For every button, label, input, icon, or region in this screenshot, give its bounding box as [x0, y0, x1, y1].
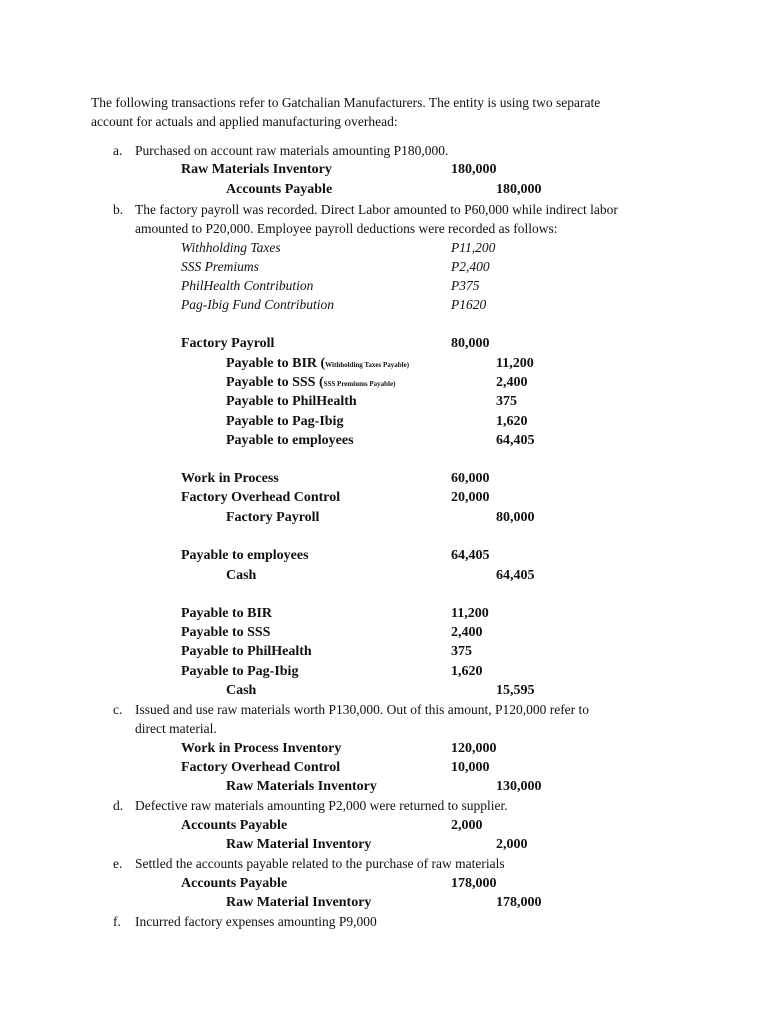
journal-debit-account: Factory Payroll	[181, 336, 275, 351]
journal-debit-account: Payable to BIR	[181, 606, 272, 621]
journal-credit-amount: 11,200	[496, 356, 534, 371]
journal-credit-amount: 2,000	[496, 837, 528, 852]
journal-credit-account	[226, 374, 395, 393]
journal-debit-amount: 2,400	[451, 625, 483, 640]
journal-debit-amount: 120,000	[451, 741, 497, 756]
deduction-value: P2,400	[451, 259, 490, 274]
journal-debit-account: Payable to SSS	[181, 625, 271, 640]
journal-credit-amount: 80,000	[496, 510, 535, 525]
journal-credit-account: Raw Materials Inventory	[226, 779, 377, 794]
journal-debit-account: Factory Overhead Control	[181, 490, 341, 505]
journal-credit-amount: 15,595	[496, 683, 535, 698]
journal-credit-amount: 1,620	[496, 414, 528, 429]
journal-debit-account: Raw Materials Inventory	[181, 162, 332, 177]
journal-credit-account: Accounts Payable	[226, 182, 333, 197]
journal-debit-amount: 178,000	[451, 876, 497, 891]
journal-credit-account: Payable to employees	[226, 433, 354, 448]
intro-line-1: The following transactions refer to Gatchalian Manufacturers. The entity is using two separate	[91, 95, 601, 110]
journal-credit-amount: 130,000	[496, 779, 542, 794]
item-f-marker: f.	[113, 914, 121, 929]
journal-credit-account	[226, 355, 409, 374]
credit-account-note: SSS Premiums Payable)	[323, 380, 396, 388]
journal-debit-account: Work in Process Inventory	[181, 741, 342, 756]
journal-debit-amount: 64,405	[451, 548, 490, 563]
item-a-marker: a.	[113, 143, 123, 158]
journal-credit-account: Payable to PhilHealth	[226, 394, 357, 409]
item-f-text: Incurred factory expenses amounting P9,000	[135, 914, 377, 929]
item-c-marker: c.	[113, 702, 123, 717]
item-d-marker: d.	[113, 798, 124, 813]
journal-credit-account: Cash	[226, 683, 257, 698]
journal-credit-amount: 178,000	[496, 895, 542, 910]
journal-debit-amount: 20,000	[451, 490, 490, 505]
credit-account-note: Withholding Taxes Payable)	[325, 361, 410, 369]
journal-debit-amount: 60,000	[451, 471, 490, 486]
item-c-text-1: Issued and use raw materials worth P130,000. Out of this amount, P120,000 refer to	[135, 702, 590, 717]
deduction-value: P1620	[451, 297, 487, 312]
credit-account-name: Payable to SSS (	[226, 375, 324, 390]
credit-account-name: Payable to BIR (	[226, 356, 326, 371]
journal-debit-account: Work in Process	[181, 471, 279, 486]
journal-credit-account: Raw Material Inventory	[226, 837, 372, 852]
item-d-text: Defective raw materials amounting P2,000 were returned to supplier.	[135, 798, 508, 813]
deduction-label: Withholding Taxes	[181, 240, 281, 255]
journal-debit-amount: 11,200	[451, 606, 489, 621]
item-e-text: Settled the accounts payable related to the purchase of raw materials	[135, 856, 505, 871]
journal-credit-amount: 375	[496, 394, 517, 409]
item-b-marker: b.	[113, 202, 124, 217]
journal-credit-account: Raw Material Inventory	[226, 895, 372, 910]
item-c-text-2: direct material.	[135, 721, 217, 736]
journal-credit-account: Factory Payroll	[226, 510, 320, 525]
journal-credit-amount: 180,000	[496, 182, 542, 197]
journal-debit-amount: 180,000	[451, 162, 497, 177]
deduction-value: P11,200	[451, 240, 496, 255]
journal-credit-account: Payable to Pag-Ibig	[226, 414, 344, 429]
journal-credit-amount: 2,400	[496, 375, 528, 390]
item-a-text: Purchased on account raw materials amounting P180,000.	[135, 143, 449, 158]
journal-debit-amount: 375	[451, 644, 472, 659]
journal-debit-account: Accounts Payable	[181, 876, 288, 891]
journal-debit-account: Payable to Pag-Ibig	[181, 664, 299, 679]
item-e-marker: e.	[113, 856, 123, 871]
journal-credit-amount: 64,405	[496, 568, 535, 583]
journal-debit-amount: 10,000	[451, 760, 490, 775]
journal-debit-account: Factory Overhead Control	[181, 760, 341, 775]
item-b-text-1: The factory payroll was recorded. Direct Labor amounted to P60,000 while indirect labor	[135, 202, 618, 217]
journal-debit-account: Accounts Payable	[181, 818, 288, 833]
journal-debit-amount: 2,000	[451, 818, 483, 833]
deduction-label: PhilHealth Contribution	[181, 278, 314, 293]
item-b-text-2: amounted to P20,000. Employee payroll deductions were recorded as follows:	[135, 221, 558, 236]
intro-line-2: account for actuals and applied manufacturing overhead:	[91, 114, 398, 129]
journal-credit-account: Cash	[226, 568, 257, 583]
deduction-label: SSS Premiums	[181, 259, 259, 274]
deduction-value: P375	[451, 278, 480, 293]
journal-debit-account: Payable to employees	[181, 548, 309, 563]
journal-debit-amount: 1,620	[451, 664, 483, 679]
journal-debit-account: Payable to PhilHealth	[181, 644, 312, 659]
journal-debit-amount: 80,000	[451, 336, 490, 351]
journal-credit-amount: 64,405	[496, 433, 535, 448]
deduction-label: Pag-Ibig Fund Contribution	[181, 297, 334, 312]
